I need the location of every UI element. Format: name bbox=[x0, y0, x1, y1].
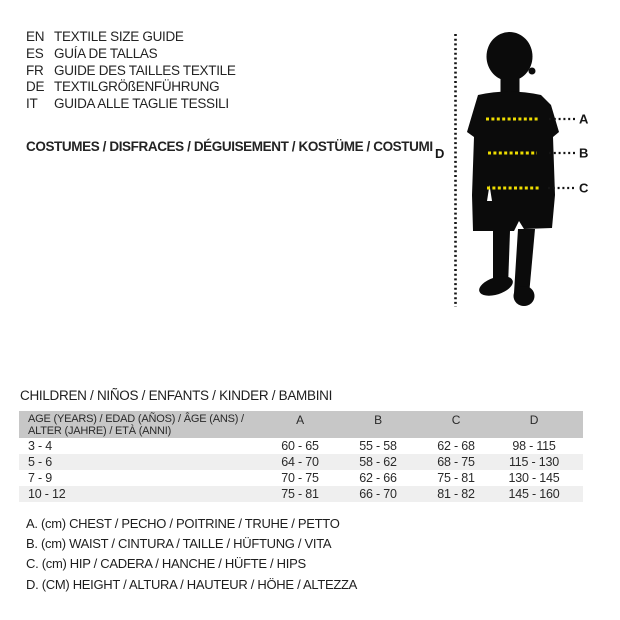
hip-cell: 75 - 81 bbox=[437, 471, 475, 485]
language-code: EN bbox=[26, 29, 45, 44]
waist-label-b: B bbox=[579, 145, 589, 161]
language-label: GUIDA ALLE TAGLIE TESSILI bbox=[54, 96, 229, 112]
age-cell: 3 - 4 bbox=[28, 439, 53, 453]
hip-label-c: C bbox=[579, 180, 589, 196]
size-figure bbox=[430, 25, 600, 315]
legend-waist: B. (cm) WAIST / CINTURA / TAILLE / HÜFTUNG / VITA bbox=[26, 536, 332, 552]
language-code: DE bbox=[26, 79, 45, 95]
language-guide-list bbox=[26, 29, 236, 113]
language-row-en bbox=[26, 29, 236, 46]
waist-cell: 62 - 66 bbox=[359, 471, 397, 485]
legend-hip: C. (cm) HIP / CADERA / HANCHE / HÜFTE / HIPS bbox=[26, 556, 306, 572]
chest-cell: 60 - 65 bbox=[281, 439, 319, 453]
table-row bbox=[19, 454, 583, 470]
category-heading: COSTUMES / DISFRACES / DÉGUISEMENT / KOSTÜME / COSTUMI bbox=[26, 139, 433, 154]
language-code: IT bbox=[26, 96, 38, 112]
column-header-b: B bbox=[374, 413, 382, 427]
language-code: ES bbox=[26, 45, 44, 61]
language-row-de bbox=[26, 79, 236, 96]
chest-cell: 64 - 70 bbox=[281, 455, 319, 469]
hip-cell: 68 - 75 bbox=[437, 455, 475, 469]
waist-cell: 55 - 58 bbox=[359, 439, 397, 453]
age-column-header-line1: AGE (YEARS) / EDAD (AÑOS) / ÂGE (ANS) / bbox=[28, 413, 244, 425]
age-cell: 7 - 9 bbox=[28, 471, 53, 485]
age-cell: 5 - 6 bbox=[28, 455, 53, 469]
age-cell: 10 - 12 bbox=[28, 487, 66, 501]
column-header-a: A bbox=[296, 413, 304, 427]
column-header-c: C bbox=[451, 413, 461, 427]
child-silhouette bbox=[467, 32, 559, 306]
language-code: FR bbox=[26, 62, 44, 78]
hip-cell: 62 - 68 bbox=[437, 439, 475, 453]
measurement-legend bbox=[26, 514, 357, 595]
hip-cell: 81 - 82 bbox=[437, 487, 475, 501]
table-row bbox=[19, 438, 583, 454]
height-cell: 145 - 160 bbox=[508, 487, 560, 501]
waist-cell: 66 - 70 bbox=[359, 487, 397, 501]
column-header-d: D bbox=[529, 413, 539, 427]
height-cell: 115 - 130 bbox=[508, 455, 560, 469]
table-row bbox=[19, 486, 583, 502]
height-cell: 130 - 145 bbox=[508, 471, 560, 485]
height-cell: 98 - 115 bbox=[512, 439, 556, 453]
legend-chest: A. (cm) CHEST / PECHO / POITRINE / TRUHE / PETTO bbox=[26, 516, 340, 531]
size-table bbox=[19, 411, 583, 502]
table-row bbox=[19, 470, 583, 486]
age-column-header-line2: ALTER (JAHRE) / ETÀ (ANNI) bbox=[28, 425, 172, 437]
child-silhouette-graphic bbox=[430, 25, 600, 315]
age-column-header bbox=[19, 411, 261, 438]
language-label: TEXTILE SIZE GUIDE bbox=[54, 29, 184, 44]
language-label: TEXTILGRÖßENFÜHRUNG bbox=[54, 79, 220, 95]
size-chart-title: CHILDREN / NIÑOS / ENFANTS / KINDER / BAMBINI bbox=[20, 388, 333, 403]
waist-cell: 58 - 62 bbox=[359, 455, 397, 469]
language-label: GUÍA DE TALLAS bbox=[54, 45, 158, 61]
chest-cell: 70 - 75 bbox=[281, 471, 319, 485]
language-row-fr bbox=[26, 63, 236, 80]
chest-label-a: A bbox=[579, 111, 589, 127]
height-label-d: D bbox=[435, 146, 445, 161]
language-row-es bbox=[26, 46, 236, 63]
legend-height: D. (CM) HEIGHT / ALTURA / HAUTEUR / HÖHE / ALTEZZA bbox=[26, 576, 357, 592]
size-table-header bbox=[19, 411, 583, 438]
language-label: GUIDE DES TAILLES TEXTILE bbox=[54, 62, 236, 78]
language-row-it bbox=[26, 96, 236, 113]
chest-cell: 75 - 81 bbox=[281, 487, 319, 501]
